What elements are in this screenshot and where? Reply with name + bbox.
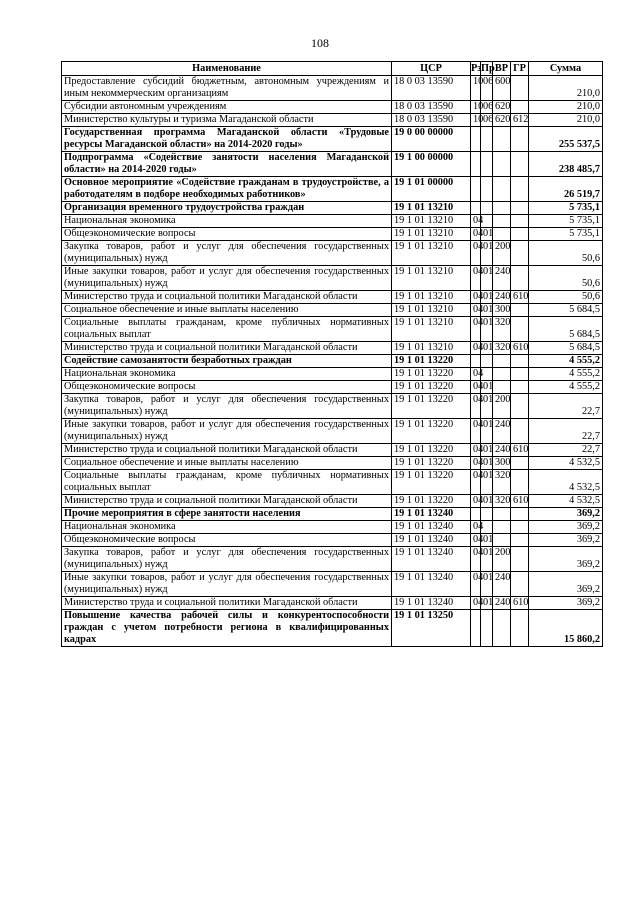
row-rz: 04 [471,381,481,394]
header-gr: ГР [511,62,529,76]
row-name: Государственная программа Магаданской области «Трудовые ресурсы Магаданской области» на 2014-2020 годы» [62,127,392,152]
row-csr: 19 0 00 00000 [392,127,471,152]
row-gr [511,610,529,647]
row-vr: 240 [493,266,511,291]
row-sum: 26 519,7 [529,177,603,202]
row-gr [511,241,529,266]
row-rz [471,610,481,647]
row-name: Социальное обеспечение и иные выплаты населению [62,304,392,317]
row-rz: 04 [471,241,481,266]
row-gr [511,228,529,241]
row-csr: 19 1 01 13210 [392,266,471,291]
row-sum: 5 684,5 [529,304,603,317]
table-row [62,457,603,470]
row-sum: 369,2 [529,508,603,521]
row-vr: 240 [493,444,511,457]
table-row [62,572,603,597]
row-sum: 4 532,5 [529,495,603,508]
row-sum: 369,2 [529,572,603,597]
row-sum: 22,7 [529,444,603,457]
row-rz [471,508,481,521]
row-csr: 19 1 01 13210 [392,304,471,317]
row-csr: 19 1 01 13220 [392,381,471,394]
row-rz: 04 [471,342,481,355]
row-csr: 19 1 01 13210 [392,228,471,241]
table-row [62,381,603,394]
table-row [62,215,603,228]
row-vr: 320 [493,470,511,495]
row-gr: 610 [511,495,529,508]
table-row [62,177,603,202]
row-sum: 50,6 [529,266,603,291]
row-pr: 01 [481,228,493,241]
row-vr: 320 [493,495,511,508]
row-sum: 369,2 [529,597,603,610]
row-rz: 04 [471,572,481,597]
row-gr [511,534,529,547]
row-csr: 19 1 01 13210 [392,291,471,304]
row-rz: 04 [471,291,481,304]
row-sum: 22,7 [529,419,603,444]
row-name: Министерство труда и социальной политики Магаданской области [62,495,392,508]
row-sum: 4 555,2 [529,381,603,394]
row-csr: 18 0 03 13590 [392,76,471,101]
row-csr: 19 1 01 13240 [392,534,471,547]
row-gr: 610 [511,342,529,355]
row-pr: 01 [481,470,493,495]
row-vr [493,521,511,534]
row-name: Социальные выплаты гражданам, кроме публичных нормативных социальных выплат [62,470,392,495]
row-csr: 19 1 01 13240 [392,508,471,521]
row-pr: 01 [481,381,493,394]
row-sum: 255 537,5 [529,127,603,152]
row-sum: 4 532,5 [529,457,603,470]
header-sum: Сумма [529,62,603,76]
row-csr: 19 1 01 13210 [392,215,471,228]
row-vr [493,368,511,381]
row-rz: 04 [471,419,481,444]
table-row [62,266,603,291]
row-vr: 240 [493,572,511,597]
row-csr: 19 1 01 13220 [392,457,471,470]
row-pr: 01 [481,394,493,419]
row-csr: 18 0 03 13590 [392,114,471,127]
row-rz: 10 [471,114,481,127]
row-vr [493,228,511,241]
row-csr: 18 0 03 13590 [392,101,471,114]
row-rz [471,177,481,202]
row-sum: 5 735,1 [529,215,603,228]
row-vr: 200 [493,547,511,572]
row-pr: 01 [481,291,493,304]
row-rz: 04 [471,457,481,470]
row-csr: 19 1 01 13220 [392,368,471,381]
table-row [62,419,603,444]
row-rz: 04 [471,394,481,419]
row-sum: 22,7 [529,394,603,419]
header-name: Наименование [62,62,392,76]
row-gr [511,508,529,521]
row-sum: 5 684,5 [529,317,603,342]
row-name: Иные закупки товаров, работ и услуг для обеспечения государственных (муниципальных) нужд [62,419,392,444]
row-name: Закупка товаров, работ и услуг для обеспечения государственных (муниципальных) нужд [62,547,392,572]
row-pr [481,202,493,215]
row-pr [481,508,493,521]
row-sum: 210,0 [529,76,603,101]
row-rz: 04 [471,521,481,534]
row-name: Министерство труда и социальной политики Магаданской области [62,597,392,610]
row-sum: 50,6 [529,291,603,304]
row-gr [511,355,529,368]
row-pr: 01 [481,317,493,342]
row-gr [511,317,529,342]
table-row [62,202,603,215]
row-gr [511,470,529,495]
table-row [62,317,603,342]
row-sum: 50,6 [529,241,603,266]
row-name: Общеэкономические вопросы [62,228,392,241]
table-row [62,342,603,355]
row-csr: 19 1 01 13220 [392,355,471,368]
row-pr: 01 [481,547,493,572]
row-sum: 369,2 [529,534,603,547]
row-name: Министерство труда и социальной политики Магаданской области [62,444,392,457]
row-csr: 19 1 01 13240 [392,547,471,572]
row-rz: 04 [471,304,481,317]
row-vr: 300 [493,304,511,317]
table-row [62,228,603,241]
row-rz [471,127,481,152]
row-rz: 04 [471,534,481,547]
row-vr [493,508,511,521]
table-row [62,495,603,508]
row-csr: 19 1 01 13220 [392,444,471,457]
row-vr: 320 [493,342,511,355]
table-row [62,101,603,114]
row-pr: 01 [481,597,493,610]
table-row [62,127,603,152]
table-body [62,76,603,647]
row-gr [511,381,529,394]
row-gr [511,152,529,177]
row-csr: 19 1 01 13240 [392,521,471,534]
row-gr [511,76,529,101]
row-sum: 5 684,5 [529,342,603,355]
row-pr [481,152,493,177]
row-vr [493,152,511,177]
row-gr [511,127,529,152]
row-gr: 610 [511,444,529,457]
row-sum: 4 555,2 [529,355,603,368]
header-rz: Рз [471,62,482,74]
row-name: Предоставление субсидий бюджетным, автономным учреждениям и иным некоммерческим организациям [62,76,392,101]
row-vr: 320 [493,317,511,342]
table-row [62,76,603,101]
row-name: Иные закупки товаров, работ и услуг для обеспечения государственных (муниципальных) нужд [62,266,392,291]
row-gr [511,521,529,534]
table-row [62,534,603,547]
row-csr: 19 1 01 13210 [392,241,471,266]
row-vr: 200 [493,394,511,419]
row-vr: 240 [493,597,511,610]
row-pr [481,355,493,368]
row-name: Общеэкономические вопросы [62,381,392,394]
row-rz: 04 [471,317,481,342]
table-row [62,470,603,495]
row-csr: 19 1 01 13210 [392,202,471,215]
row-sum: 5 735,1 [529,202,603,215]
row-rz [471,202,481,215]
row-name: Закупка товаров, работ и услуг для обеспечения государственных (муниципальных) нужд [62,241,392,266]
header-vr: ВР [493,62,511,76]
row-rz: 04 [471,266,481,291]
row-csr: 19 1 01 13210 [392,317,471,342]
row-pr: 01 [481,266,493,291]
table-row [62,291,603,304]
row-csr: 19 1 01 13220 [392,419,471,444]
row-rz: 10 [471,101,481,114]
row-name: Субсидии автономным учреждениям [62,101,392,114]
row-gr [511,202,529,215]
row-rz [471,355,481,368]
row-sum: 210,0 [529,114,603,127]
row-name: Закупка товаров, работ и услуг для обеспечения государственных (муниципальных) нужд [62,394,392,419]
row-csr: 19 1 01 13240 [392,572,471,597]
row-csr: 19 1 00 00000 [392,152,471,177]
row-name: Национальная экономика [62,368,392,381]
row-pr: 01 [481,419,493,444]
row-name: Иные закупки товаров, работ и услуг для обеспечения государственных (муниципальных) нужд [62,572,392,597]
row-rz: 04 [471,495,481,508]
table-row [62,355,603,368]
row-rz: 10 [471,76,481,101]
row-pr: 01 [481,342,493,355]
row-pr: 01 [481,495,493,508]
row-sum: 238 485,7 [529,152,603,177]
row-name: Основное мероприятие «Содействие гражданам в трудоустройстве, а работодателям в подборе необходимых работников» [62,177,392,202]
row-name: Содействие самозанятости безработных граждан [62,355,392,368]
row-name: Национальная экономика [62,215,392,228]
row-name: Социальное обеспечение и иные выплаты населению [62,457,392,470]
row-vr: 620 [493,101,511,114]
row-csr: 19 1 01 13220 [392,470,471,495]
row-vr [493,215,511,228]
table-row [62,114,603,127]
row-gr [511,215,529,228]
row-name: Повышение качества рабочей силы и конкурентоспособности граждан с учетом потребности региона в квалифицированных кадрах [62,610,392,647]
table-row [62,241,603,266]
row-rz: 04 [471,547,481,572]
table-row [62,304,603,317]
row-pr: 06 [481,101,493,114]
row-gr [511,304,529,317]
row-name: Министерство труда и социальной политики Магаданской области [62,342,392,355]
row-vr [493,355,511,368]
row-name: Организация временного трудоустройства граждан [62,202,392,215]
row-pr: 01 [481,304,493,317]
table-row [62,152,603,177]
header-pr: Пр [481,62,495,74]
row-rz [471,152,481,177]
row-csr: 19 1 01 13250 [392,610,471,647]
table-header-row [62,62,603,76]
row-vr: 200 [493,241,511,266]
row-rz: 04 [471,368,481,381]
row-pr: 01 [481,457,493,470]
table-row [62,547,603,572]
table-row [62,521,603,534]
row-name: Министерство труда и социальной политики Магаданской области [62,291,392,304]
row-name: Министерство культуры и туризма Магаданской области [62,114,392,127]
row-pr: 01 [481,241,493,266]
row-name: Прочие мероприятия в сфере занятости населения [62,508,392,521]
row-sum: 369,2 [529,521,603,534]
row-vr: 620 [493,114,511,127]
row-gr: 610 [511,291,529,304]
row-pr: 01 [481,444,493,457]
table-row [62,444,603,457]
row-gr [511,394,529,419]
table-row [62,368,603,381]
row-vr [493,202,511,215]
row-gr [511,572,529,597]
row-vr [493,177,511,202]
row-csr: 19 1 01 13240 [392,597,471,610]
row-name: Социальные выплаты гражданам, кроме публичных нормативных социальных выплат [62,317,392,342]
row-pr: 06 [481,114,493,127]
row-gr [511,266,529,291]
row-pr: 06 [481,76,493,101]
row-pr [481,127,493,152]
row-gr: 610 [511,597,529,610]
row-gr [511,368,529,381]
table-row [62,394,603,419]
row-sum: 369,2 [529,547,603,572]
row-vr: 240 [493,419,511,444]
row-rz: 04 [471,228,481,241]
row-gr [511,547,529,572]
row-sum: 15 860,2 [529,610,603,647]
table-row [62,610,603,647]
row-pr [481,177,493,202]
row-pr: 01 [481,572,493,597]
row-vr: 240 [493,291,511,304]
row-csr: 19 1 01 00000 [392,177,471,202]
row-gr: 612 [511,114,529,127]
row-csr: 19 1 01 13220 [392,495,471,508]
page-number: 108 [311,36,329,50]
row-sum: 4 532,5 [529,470,603,495]
table-row [62,597,603,610]
header-csr: ЦСР [392,62,471,76]
row-name: Общеэкономические вопросы [62,534,392,547]
row-gr [511,101,529,114]
row-gr [511,457,529,470]
row-vr [493,127,511,152]
row-pr: 01 [481,534,493,547]
row-rz: 04 [471,470,481,495]
row-name: Подпрограмма «Содействие занятости населения Магаданской области» на 2014-2020 годы» [62,152,392,177]
row-rz: 04 [471,444,481,457]
row-vr [493,610,511,647]
row-sum: 5 735,1 [529,228,603,241]
row-gr [511,419,529,444]
row-vr [493,534,511,547]
row-gr [511,177,529,202]
row-pr [481,610,493,647]
row-csr: 19 1 01 13220 [392,394,471,419]
row-vr: 600 [493,76,511,101]
row-rz: 04 [471,597,481,610]
row-csr: 19 1 01 13210 [392,342,471,355]
row-sum: 4 555,2 [529,368,603,381]
row-name: Национальная экономика [62,521,392,534]
row-vr [493,381,511,394]
table-row [62,508,603,521]
row-rz: 04 [471,215,481,228]
budget-table [61,61,603,647]
row-vr: 300 [493,457,511,470]
row-sum: 210,0 [529,101,603,114]
